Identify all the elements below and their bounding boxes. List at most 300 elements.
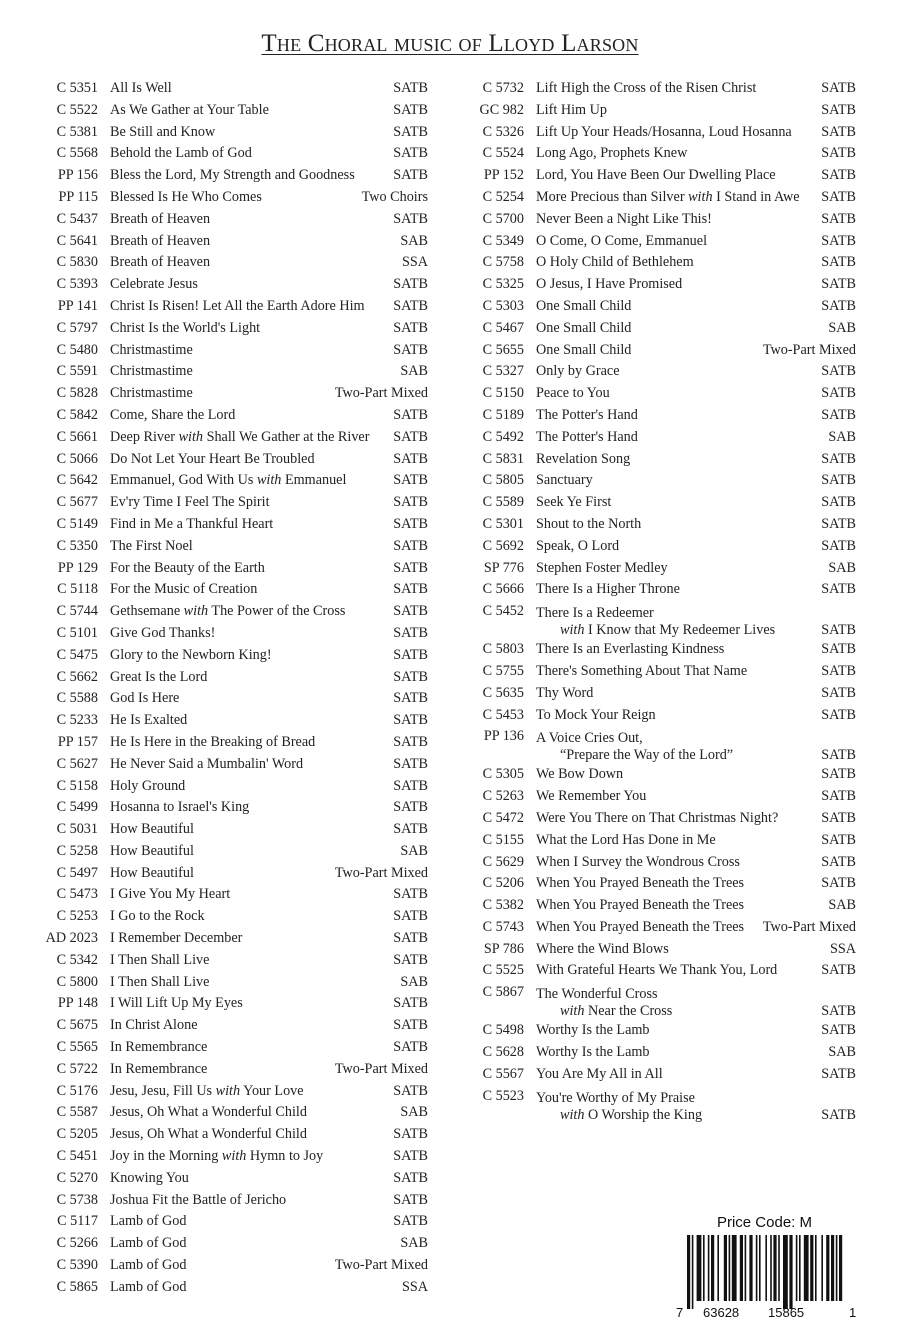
catalog-number: C 5800 xyxy=(56,973,98,990)
song-title: The Potter's Hand xyxy=(536,406,638,423)
song-title: In Remembrance xyxy=(110,1039,208,1056)
catalog-entry xyxy=(466,917,856,939)
song-title: Christ Is the World's Light xyxy=(110,319,261,336)
song-title: Blessed Is He Who Comes xyxy=(110,188,262,205)
song-title: I Will Lift Up My Eyes xyxy=(110,995,243,1012)
song-title: We Bow Down xyxy=(536,766,624,783)
song-title: There Is an Everlasting Kindness xyxy=(536,641,725,658)
voicing: SATB xyxy=(821,662,856,679)
catalog-entry xyxy=(40,601,428,623)
song-title-line2: with Near the Cross xyxy=(560,1003,673,1020)
voicing: SATB xyxy=(821,537,856,554)
voicing: SATB xyxy=(821,622,856,639)
song-title: Sanctuary xyxy=(536,472,593,489)
catalog-entry xyxy=(40,296,428,318)
catalog-number: PP 152 xyxy=(483,167,524,184)
barcode-bar xyxy=(697,1235,702,1301)
catalog-entry xyxy=(466,209,856,231)
catalog-entry xyxy=(40,427,428,449)
barcode-digits-right: 15865 xyxy=(768,1305,805,1320)
voicing: SAB xyxy=(828,897,856,914)
catalog-number: C 5805 xyxy=(482,472,524,489)
catalog-entry xyxy=(40,1211,428,1233)
song-title xyxy=(536,605,815,639)
catalog-entry xyxy=(466,764,856,786)
song-title: Worthy Is the Lamb xyxy=(536,1044,650,1061)
catalog-number: C 5629 xyxy=(482,853,524,870)
catalog-entry xyxy=(466,449,856,471)
catalog-number: C 5303 xyxy=(482,297,524,314)
catalog-entry xyxy=(466,231,856,253)
catalog-number: C 5587 xyxy=(56,1104,98,1121)
catalog-entry xyxy=(466,318,856,340)
song-title-line1: The Wonderful Cross xyxy=(536,986,658,1003)
catalog-number: PP 157 xyxy=(57,733,98,750)
song-title: Bless the Lord, My Strength and Goodness xyxy=(110,167,355,184)
song-title-line2: with I Know that My Redeemer Lives xyxy=(560,622,776,639)
song-title: As We Gather at Your Table xyxy=(110,101,269,118)
voicing: SATB xyxy=(393,1191,428,1208)
song-title: There's Something About That Name xyxy=(536,662,748,679)
catalog-entry xyxy=(40,1168,428,1190)
catalog-entry xyxy=(40,470,428,492)
voicing: SATB xyxy=(821,875,856,892)
voicing: Two-Part Mixed xyxy=(762,341,856,358)
catalog-number: PP 148 xyxy=(57,995,98,1012)
catalog-number: C 5498 xyxy=(482,1022,524,1039)
catalog-entry xyxy=(466,252,856,274)
catalog-number: C 5301 xyxy=(482,515,524,532)
voicing: SATB xyxy=(821,684,856,701)
catalog-entry xyxy=(40,209,428,231)
catalog-number: C 5589 xyxy=(482,494,524,511)
left-catalog-column xyxy=(40,78,428,1299)
song-title: Holy Ground xyxy=(110,777,186,794)
catalog-number: C 5662 xyxy=(56,668,98,685)
song-title: O Come, O Come, Emmanuel xyxy=(536,232,708,249)
barcode-bar xyxy=(711,1235,714,1301)
catalog-number: C 5117 xyxy=(57,1213,98,1230)
catalog-entry xyxy=(466,1064,856,1086)
voicing: SATB xyxy=(393,515,428,532)
song-title: O Jesus, I Have Promised xyxy=(536,276,683,293)
catalog-number: C 5155 xyxy=(482,831,524,848)
barcode-bar xyxy=(740,1235,743,1301)
catalog-number: C 5381 xyxy=(56,123,98,140)
voicing: SATB xyxy=(821,254,856,271)
song-title: Lamb of God xyxy=(110,1257,187,1274)
catalog-number: C 5744 xyxy=(56,603,98,620)
barcode-bar xyxy=(732,1235,737,1301)
catalog-entry xyxy=(466,405,856,427)
catalog-entry xyxy=(466,361,856,383)
catalog-number: C 5206 xyxy=(482,875,524,892)
voicing: SATB xyxy=(393,908,428,925)
song-title: The First Noel xyxy=(110,537,193,554)
voicing: SATB xyxy=(821,363,856,380)
catalog-number: C 5499 xyxy=(56,799,98,816)
catalog-entry xyxy=(40,1037,428,1059)
voicing: SATB xyxy=(393,1126,428,1143)
song-title: What the Lord Has Done in Me xyxy=(536,831,716,848)
song-title: Never Been a Night Like This! xyxy=(536,210,712,227)
catalog-number: C 5661 xyxy=(56,428,98,445)
catalog-number: C 5305 xyxy=(482,766,524,783)
catalog-number: C 5350 xyxy=(56,537,98,554)
catalog-number: C 5326 xyxy=(482,123,524,140)
catalog-entry xyxy=(466,427,856,449)
voicing: Two Choirs xyxy=(361,188,428,205)
catalog-number: C 5635 xyxy=(482,684,524,701)
voicing: SATB xyxy=(393,755,428,772)
catalog-number: C 5842 xyxy=(56,406,98,423)
catalog-entry xyxy=(40,972,428,994)
catalog-number: GC 982 xyxy=(479,101,524,118)
song-title: When You Prayed Beneath the Trees xyxy=(536,875,745,892)
song-title: Breath of Heaven xyxy=(110,232,211,249)
right-catalog-column xyxy=(466,78,856,1124)
catalog-entry xyxy=(40,187,428,209)
song-title: Give God Thanks! xyxy=(110,624,216,641)
catalog-entry xyxy=(466,536,856,558)
song-title: Were You There on That Christmas Night? xyxy=(536,809,779,826)
voicing: SATB xyxy=(393,494,428,511)
catalog-entry xyxy=(40,558,428,580)
catalog-entry xyxy=(40,100,428,122)
catalog-number: C 5865 xyxy=(56,1278,98,1295)
catalog-number: C 5738 xyxy=(56,1191,98,1208)
catalog-number: C 5692 xyxy=(482,537,524,554)
catalog-number: C 5722 xyxy=(56,1060,98,1077)
song-title: Ev'ry Time I Feel The Spirit xyxy=(110,494,270,511)
voicing: SATB xyxy=(821,706,856,723)
voicing: SATB xyxy=(821,515,856,532)
catalog-number: C 5732 xyxy=(482,80,524,96)
barcode-bar xyxy=(810,1235,813,1301)
voicing: SATB xyxy=(393,167,428,184)
catalog-entry xyxy=(40,906,428,928)
catalog-entry xyxy=(40,732,428,754)
song-title: Lamb of God xyxy=(110,1235,187,1252)
catalog-entry xyxy=(466,1042,856,1064)
barcode-digit-first: 7 xyxy=(676,1305,684,1320)
barcode-bar xyxy=(770,1235,772,1301)
catalog-entry xyxy=(466,122,856,144)
catalog-entry xyxy=(466,1086,856,1124)
catalog-number: C 5497 xyxy=(56,864,98,881)
catalog-number: C 5591 xyxy=(56,363,98,380)
voicing: Two-Part Mixed xyxy=(762,918,856,935)
voicing: SATB xyxy=(393,1213,428,1230)
song-title: How Beautiful xyxy=(110,842,194,859)
voicing: SSA xyxy=(401,254,428,271)
song-title: Long Ago, Prophets Knew xyxy=(536,145,688,162)
catalog-number: C 5349 xyxy=(482,232,524,249)
barcode-bar xyxy=(804,1235,809,1301)
voicing: SAB xyxy=(400,1235,428,1252)
catalog-entry xyxy=(40,841,428,863)
barcode-bar xyxy=(759,1235,761,1301)
catalog-number: C 5480 xyxy=(56,341,98,358)
catalog-number: C 5677 xyxy=(56,494,98,511)
voicing: Two-Part Mixed xyxy=(334,1060,428,1077)
song-title: Joshua Fit the Battle of Jericho xyxy=(110,1191,287,1208)
song-title: Deep River with Shall We Gather at the River xyxy=(110,428,370,445)
barcode-bar xyxy=(826,1235,829,1301)
catalog-entry xyxy=(40,1277,428,1299)
catalog-entry xyxy=(466,1020,856,1042)
catalog-entry xyxy=(40,1124,428,1146)
voicing: SATB xyxy=(821,809,856,826)
catalog-entry xyxy=(40,797,428,819)
catalog-number: C 5830 xyxy=(56,254,98,271)
song-title: Lift High the Cross of the Risen Christ xyxy=(536,80,757,96)
song-title: In Remembrance xyxy=(110,1060,208,1077)
voicing: SATB xyxy=(393,341,428,358)
song-title: I Then Shall Live xyxy=(110,951,210,968)
voicing: SAB xyxy=(828,559,856,576)
barcode-digits-left: 63628 xyxy=(703,1305,740,1320)
voicing: SATB xyxy=(393,145,428,162)
catalog-number: C 5270 xyxy=(56,1169,98,1186)
barcode-bar xyxy=(756,1235,758,1301)
catalog-entry xyxy=(466,165,856,187)
song-title: God Is Here xyxy=(110,690,180,707)
catalog-number: C 5628 xyxy=(482,1044,524,1061)
song-title xyxy=(536,986,815,1020)
catalog-number: C 5755 xyxy=(482,662,524,679)
voicing: SATB xyxy=(821,1003,856,1020)
song-title: Revelation Song xyxy=(536,450,631,467)
catalog-entry xyxy=(40,754,428,776)
song-title: One Small Child xyxy=(536,341,632,358)
voicing: SATB xyxy=(393,624,428,641)
barcode-bar xyxy=(692,1235,694,1309)
catalog-number: C 5118 xyxy=(57,581,98,598)
voicing: SATB xyxy=(393,1039,428,1056)
barcode-bar xyxy=(749,1235,752,1301)
catalog-number: C 5642 xyxy=(56,472,98,489)
catalog-entry xyxy=(40,667,428,689)
barcode-bar xyxy=(783,1235,788,1309)
voicing: SATB xyxy=(821,472,856,489)
voicing: SATB xyxy=(393,690,428,707)
catalog-number: C 5524 xyxy=(482,145,524,162)
song-title: One Small Child xyxy=(536,297,632,314)
voicing: SAB xyxy=(828,319,856,336)
song-title: Hosanna to Israel's King xyxy=(110,799,250,816)
voicing: SAB xyxy=(828,1044,856,1061)
catalog-entry xyxy=(40,1102,428,1124)
voicing: SATB xyxy=(821,210,856,227)
voicing: SATB xyxy=(393,668,428,685)
catalog-entry xyxy=(40,776,428,798)
catalog-entry xyxy=(40,252,428,274)
voicing: SAB xyxy=(400,842,428,859)
voicing: SATB xyxy=(393,276,428,293)
catalog-entry xyxy=(40,383,428,405)
catalog-entry xyxy=(466,895,856,917)
catalog-entry xyxy=(466,639,856,661)
catalog-number: C 5351 xyxy=(56,80,98,96)
voicing: SATB xyxy=(821,188,856,205)
catalog-entry xyxy=(40,361,428,383)
barcode-bars xyxy=(687,1235,842,1309)
voicing: SATB xyxy=(821,297,856,314)
catalog-entry xyxy=(40,579,428,601)
song-title: Lift Up Your Heads/Hosanna, Loud Hosanna xyxy=(536,123,792,140)
catalog-number: PP 129 xyxy=(57,559,98,576)
catalog-number: C 5342 xyxy=(56,951,98,968)
song-title: Jesus, Oh What a Wonderful Child xyxy=(110,1104,307,1121)
voicing: SATB xyxy=(393,472,428,489)
voicing: SATB xyxy=(393,712,428,729)
song-title: Gethsemane with The Power of the Cross xyxy=(110,603,346,620)
voicing: SATB xyxy=(821,123,856,140)
song-title: He Is Here in the Breaking of Bread xyxy=(110,733,316,750)
catalog-entry xyxy=(466,939,856,961)
song-title: For the Music of Creation xyxy=(110,581,258,598)
song-title: How Beautiful xyxy=(110,821,194,838)
voicing: Two-Part Mixed xyxy=(334,864,428,881)
song-title: Do Not Let Your Heart Be Troubled xyxy=(110,450,315,467)
catalog-entry xyxy=(466,492,856,514)
catalog-number: C 5655 xyxy=(482,341,524,358)
song-title: Behold the Lamb of God xyxy=(110,145,252,162)
song-title: Stephen Foster Medley xyxy=(536,559,668,576)
song-title: When I Survey the Wondrous Cross xyxy=(536,853,740,870)
voicing: SATB xyxy=(821,232,856,249)
song-title: Where the Wind Blows xyxy=(536,940,669,957)
voicing: SATB xyxy=(393,1017,428,1034)
song-title: Christmastime xyxy=(110,363,193,380)
catalog-number: C 5525 xyxy=(482,962,524,979)
catalog-entry xyxy=(40,993,428,1015)
catalog-entry xyxy=(40,1190,428,1212)
voicing: SAB xyxy=(400,363,428,380)
catalog-entry xyxy=(466,274,856,296)
voicing: SATB xyxy=(393,450,428,467)
voicing: SATB xyxy=(821,80,856,96)
song-title: Thy Word xyxy=(536,684,594,701)
barcode-bar xyxy=(687,1235,690,1309)
song-title: Come, Share the Lord xyxy=(110,406,236,423)
song-title: Glory to the Newborn King! xyxy=(110,646,272,663)
song-title xyxy=(536,1090,815,1124)
barcode-bar xyxy=(836,1235,838,1301)
voicing: SATB xyxy=(393,537,428,554)
voicing: SATB xyxy=(821,450,856,467)
catalog-number: C 5492 xyxy=(482,428,524,445)
song-title xyxy=(536,730,815,764)
catalog-entry xyxy=(40,1146,428,1168)
catalog-entry xyxy=(40,710,428,732)
catalog-number: C 5803 xyxy=(482,641,524,658)
song-title: More Precious than Silver with I Stand in Awe xyxy=(536,188,800,205)
voicing: SSA xyxy=(829,940,856,957)
catalog-entry xyxy=(466,558,856,580)
voicing: SATB xyxy=(393,777,428,794)
voicing: SATB xyxy=(821,1106,856,1123)
song-title: Joy in the Morning with Hymn to Joy xyxy=(110,1148,324,1165)
barcode-bar xyxy=(717,1235,719,1301)
catalog-entry xyxy=(466,470,856,492)
song-title: We Remember You xyxy=(536,788,647,805)
song-title: Christmastime xyxy=(110,341,193,358)
song-title: With Grateful Hearts We Thank You, Lord xyxy=(536,962,778,979)
catalog-entry xyxy=(466,187,856,209)
catalog-entry xyxy=(40,340,428,362)
catalog-number: C 5588 xyxy=(56,690,98,707)
song-title: Lamb of God xyxy=(110,1213,187,1230)
song-title: Jesu, Jesu, Fill Us with Your Love xyxy=(110,1082,304,1099)
catalog-entry xyxy=(466,830,856,852)
song-title: When You Prayed Beneath the Trees xyxy=(536,897,745,914)
catalog-number: C 5472 xyxy=(482,809,524,826)
voicing: SATB xyxy=(393,581,428,598)
catalog-entry xyxy=(466,579,856,601)
song-title-line1: You're Worthy of My Praise xyxy=(536,1089,695,1106)
catalog-entry xyxy=(40,928,428,950)
voicing: SATB xyxy=(821,1022,856,1039)
catalog-entry xyxy=(466,683,856,705)
catalog-number: C 5437 xyxy=(56,210,98,227)
catalog-number: C 5831 xyxy=(482,450,524,467)
voicing: SATB xyxy=(393,559,428,576)
song-title: Great Is the Lord xyxy=(110,668,208,685)
song-title: Christmastime xyxy=(110,385,193,402)
voicing: SATB xyxy=(821,167,856,184)
song-title: Speak, O Lord xyxy=(536,537,620,554)
voicing: SATB xyxy=(393,123,428,140)
catalog-entry xyxy=(40,165,428,187)
catalog-entry xyxy=(40,623,428,645)
catalog-entry xyxy=(466,873,856,895)
catalog-number: C 5327 xyxy=(482,363,524,380)
barcode-bar xyxy=(778,1235,780,1301)
song-title: I Go to the Rock xyxy=(110,908,205,925)
song-title: Breath of Heaven xyxy=(110,254,211,271)
voicing: SATB xyxy=(393,80,428,96)
catalog-entry xyxy=(40,122,428,144)
catalog-entry xyxy=(40,1015,428,1037)
catalog-number: SP 786 xyxy=(483,940,524,957)
voicing: SATB xyxy=(821,853,856,870)
catalog-entry xyxy=(466,601,856,639)
song-title: I Then Shall Live xyxy=(110,973,210,990)
catalog-number: C 5641 xyxy=(56,232,98,249)
song-title: Lord, You Have Been Our Dwelling Place xyxy=(536,167,776,184)
catalog-number: C 5758 xyxy=(482,254,524,271)
catalog-number: C 5666 xyxy=(482,581,524,598)
catalog-entry xyxy=(40,78,428,100)
catalog-entry xyxy=(40,1255,428,1277)
catalog-number: PP 141 xyxy=(57,297,98,314)
barcode-bar xyxy=(765,1235,767,1301)
song-title: All Is Well xyxy=(110,80,172,96)
catalog-entry xyxy=(466,960,856,982)
song-title: He Is Exalted xyxy=(110,712,188,729)
catalog-entry xyxy=(40,318,428,340)
song-title: There Is a Higher Throne xyxy=(536,581,680,598)
voicing: SAB xyxy=(400,973,428,990)
catalog-entry xyxy=(40,536,428,558)
catalog-entry xyxy=(466,808,856,830)
song-title: To Mock Your Reign xyxy=(536,706,656,723)
catalog-number: C 5101 xyxy=(56,624,98,641)
song-title: Emmanuel, God With Us with Emmanuel xyxy=(110,472,347,489)
catalog-entry xyxy=(40,405,428,427)
